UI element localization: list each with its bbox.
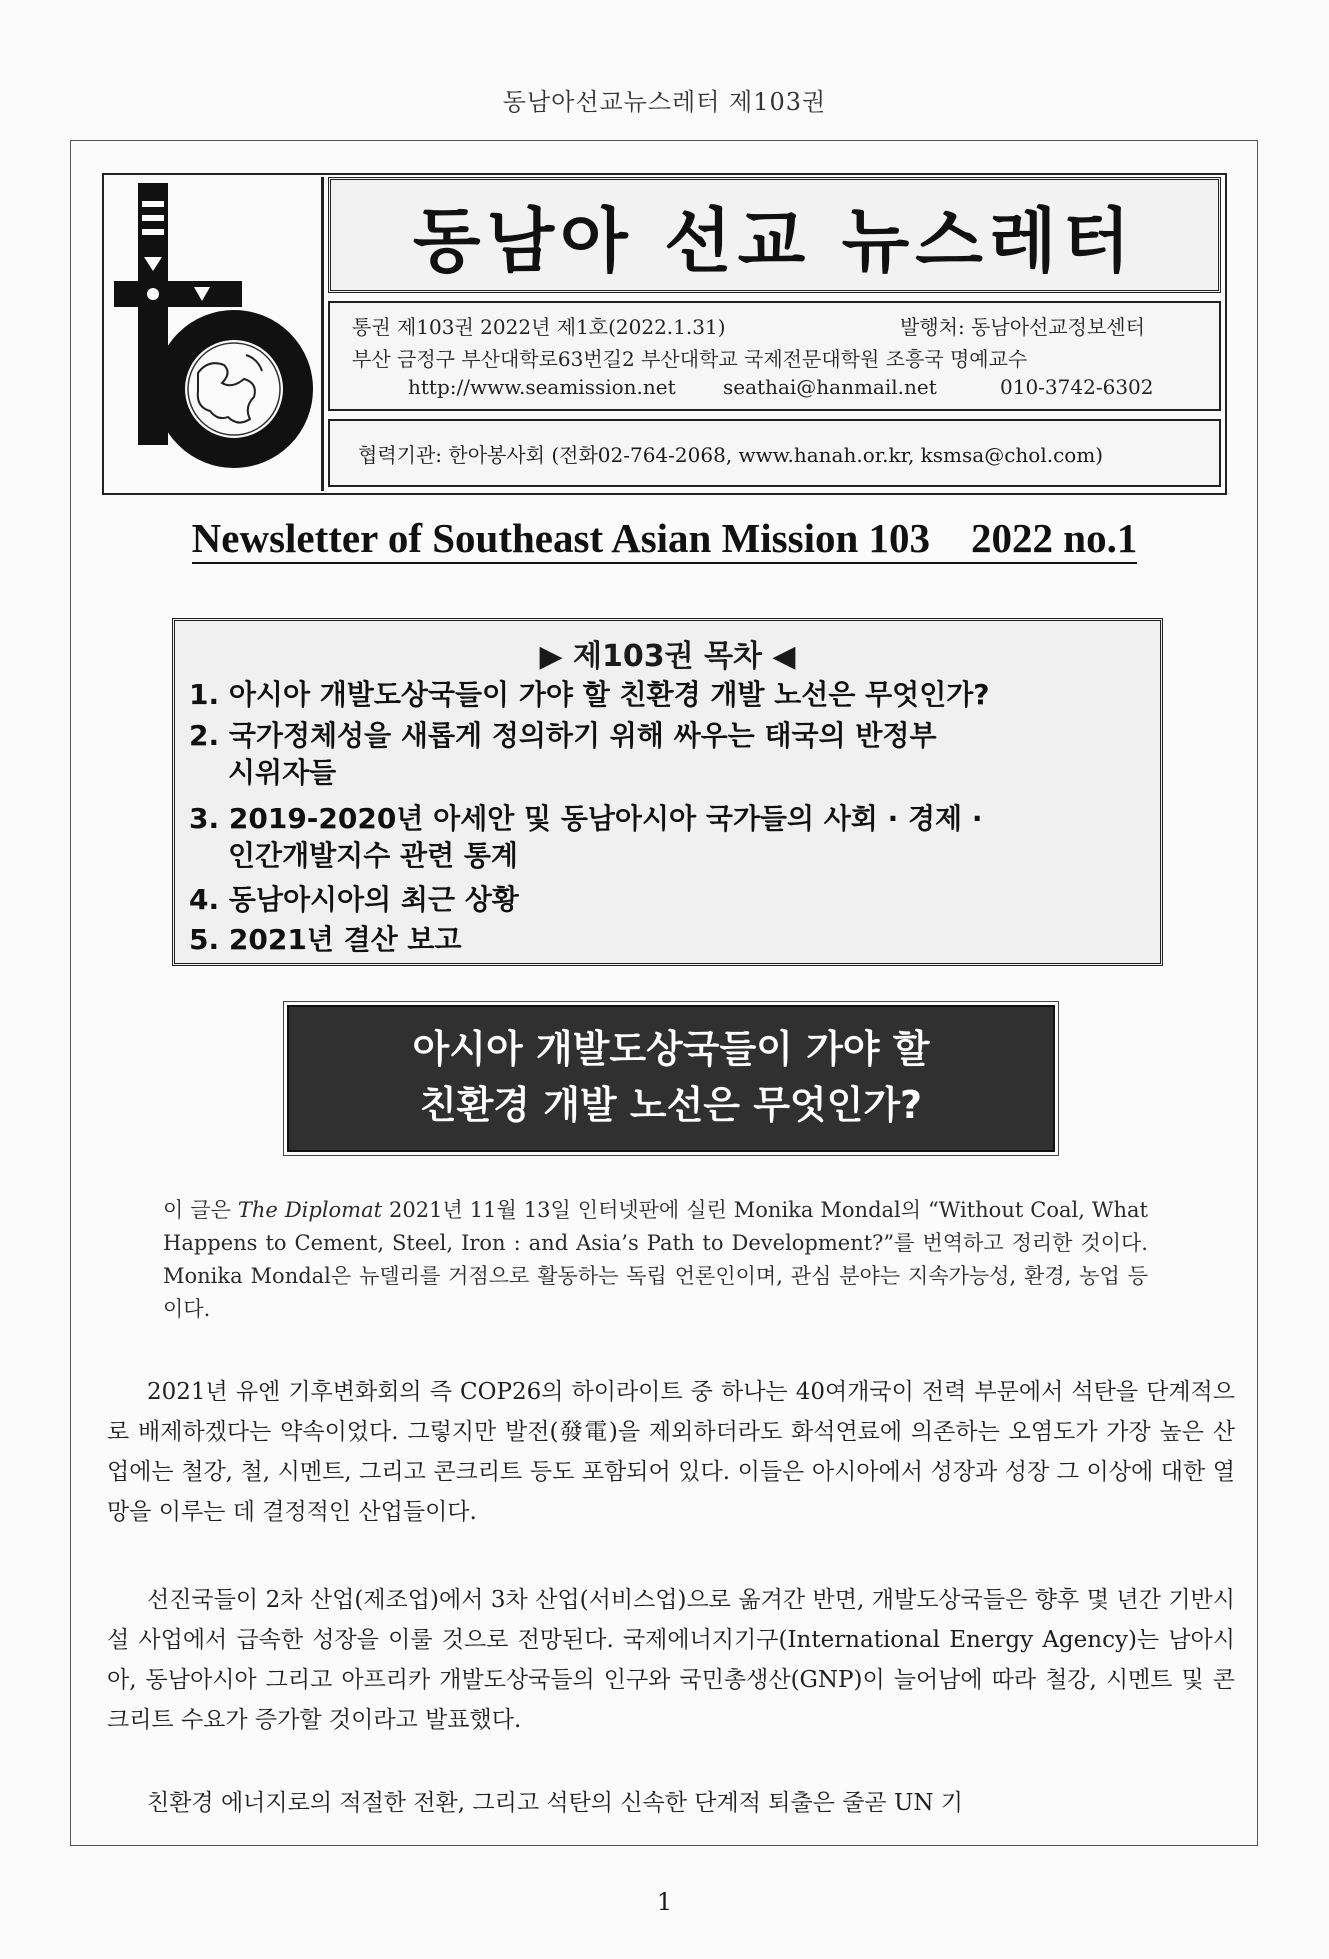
toc-item[interactable]: 4. 동남아시아의 최근 상황 bbox=[189, 883, 519, 916]
table-of-contents bbox=[172, 618, 1163, 966]
partner-info: 협력기관: 한아봉사회 (전화02-764-2068, www.hanah.or.kr, ksmsa@chol.com) bbox=[358, 442, 1104, 467]
intro-source: The Diplomat bbox=[237, 1198, 383, 1222]
running-head: 동남아선교뉴스레터 제103권 bbox=[502, 88, 827, 116]
toc-item[interactable]: 1. 아시아 개발도상국들이 가야 할 친환경 개발 노선은 무엇인가? bbox=[189, 678, 990, 711]
website-link[interactable]: http://www.seamission.net bbox=[408, 375, 676, 399]
issue-info: 통권 제103권 2022년 제1호(2022.1.31) bbox=[352, 315, 726, 339]
body-paragraph: 2021년 유엔 기후변화회의 즉 COP26의 하이라이트 중 하나는 40여개국이 전력 부문에서 석탄을 단계적으로 배제하겠다는 약속이었다. 그렇지만 발전(發電)을 제외하더라도 화석연료에 의존하는 오염도가 가장 높은 산업에는 철강, 철, 시멘트, 그리고 콘크리트 등도 포함되어 있다. 이들은 아시아에서 성장과 성장 그 이상에 대한 열망을 이루는 데 결정적인 산업들이다. bbox=[107, 1379, 1235, 1525]
body-paragraph: 선진국들이 2차 산업(제조업)에서 3차 산업(서비스업)으로 옮겨간 반면, 개발도상국들은 향후 몇 년간 기반시설 사업에서 급속한 성장을 이룰 것으로 전망된다. 국제에너지기구(International Energy Agency)는 남아시아, 동남아시아 그리고 아프리카 개발도상국들의 인구와 국민총생산(GNP)이 늘어남에 따라 철강, 시멘트 및 콘크리트 수요가 증가할 것이라고 발표했다. bbox=[107, 1587, 1235, 1733]
toc-item-continued: 인간개발지수 관련 통계 bbox=[189, 839, 518, 872]
english-title bbox=[0, 514, 1329, 562]
phone-number: 010-3742-6302 bbox=[1000, 375, 1154, 399]
toc-item[interactable]: 5. 2021년 결산 보고 bbox=[189, 923, 462, 956]
logo-box bbox=[106, 177, 324, 491]
address-info: 부산 금정구 부산대학로63번길2 부산대학교 국제전문대학원 조흥국 명예교수 bbox=[352, 347, 1028, 371]
english-title-text: Newsletter of Southeast Asian Mission 103 2022 no.1 bbox=[192, 515, 1138, 564]
newsletter-title-box bbox=[328, 177, 1221, 293]
article-title-box bbox=[287, 1005, 1055, 1152]
toc-item[interactable]: 3. 2019-2020년 아세안 및 동남아시아 국가들의 사회 · 경제 · bbox=[189, 802, 983, 835]
newsletter-title: 동남아 선교 뉴스레터 bbox=[412, 199, 1137, 282]
intro-text-start: 이 글은 bbox=[163, 1198, 238, 1222]
intro-text-rest: 2021년 11월 13일 인터넷판에 실린 Monika Mondal의 “Without Coal, What Happens to Cement, Steel, Iron : and Asia’s Path to Development?”를 번역하고 정리한 것이다. Monika Mondal은 뉴델리를 거점으로 활동하는 독립 언론인이며, 관심 분야는 지속가능성, 환경, 농업 등이다. bbox=[163, 1198, 1148, 1321]
partner-info-box bbox=[328, 419, 1221, 487]
publisher-info: 발행처: 동남아선교정보센터 bbox=[900, 315, 1145, 339]
mission-logo-icon bbox=[106, 177, 320, 487]
page-number: 1 bbox=[656, 1888, 673, 1916]
article-title-line2: 친환경 개발 노선은 무엇인가? bbox=[419, 1083, 923, 1127]
body-paragraph: 친환경 에너지로의 적절한 전환, 그리고 석탄의 신속한 단계적 퇴출은 줄곧 UN 기 bbox=[147, 1790, 963, 1816]
toc-heading: ▶ 제103권 목차 ◀ bbox=[539, 639, 796, 674]
publication-info-box bbox=[328, 301, 1221, 411]
email-link[interactable]: seathai@hanmail.net bbox=[723, 375, 937, 399]
article-intro bbox=[163, 1194, 1148, 1326]
toc-item-continued: 시위자들 bbox=[189, 756, 337, 789]
article-title-line1: 아시아 개발도상국들이 가야 할 bbox=[412, 1027, 930, 1071]
toc-item[interactable]: 2. 국가정체성을 새롭게 정의하기 위해 싸우는 태국의 반정부 bbox=[189, 719, 937, 752]
